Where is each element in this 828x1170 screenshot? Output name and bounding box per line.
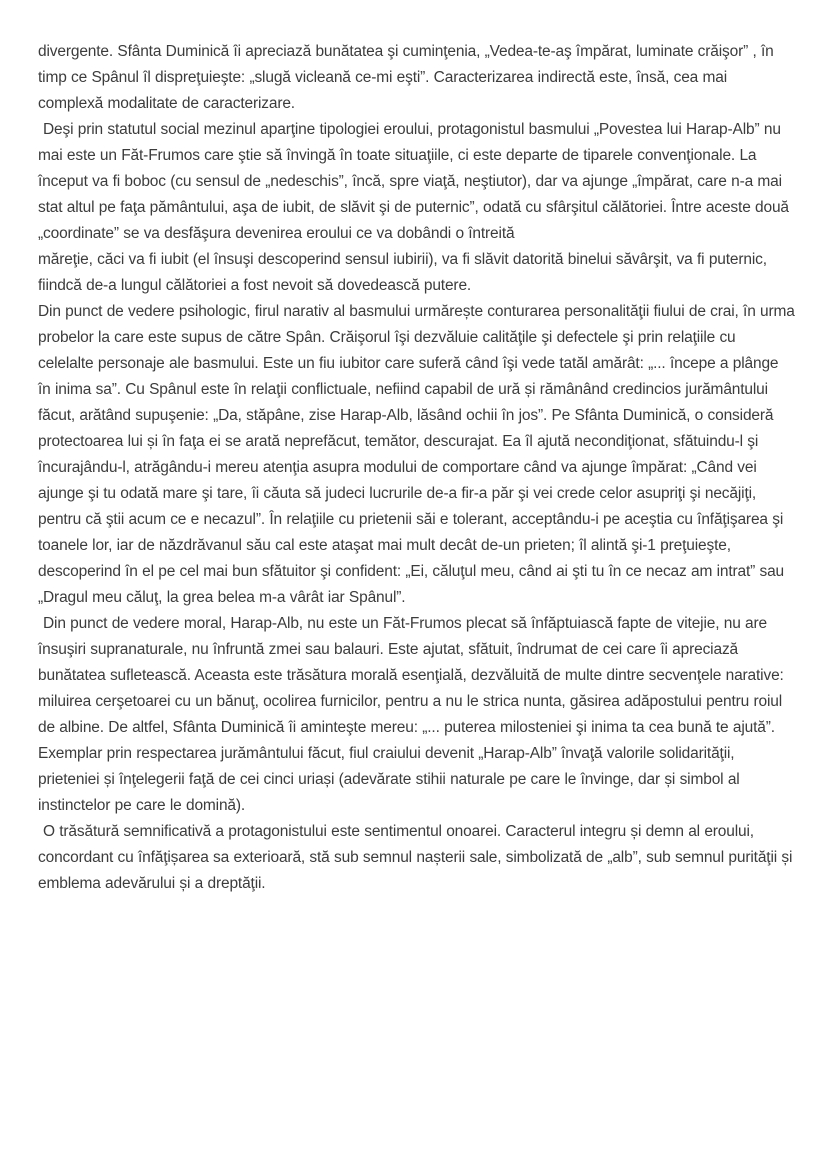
paragraph-threefold-greatness: măreţie, căci va fi iubit (el însuşi descoperind sensul iubirii), va fi slăvit datorită binelui săvârşit, va fi puternic, fiindcă de-a lungul călătoriei a fost nevoit să dovedească putere.	[38, 251, 767, 294]
paragraph-honor-trait: O trăsătură semnificativă a protagonistului este sentimentul onoarei. Caracterul integru și demn al eroului, concordant cu înfăţișarea sa exterioară, stă sub semnul nașterii sale, simbolizată de „alb”, sub semnul purităţii și emblema adevărului și a dreptăţii.	[38, 823, 793, 892]
paragraph-moral-view: Din punct de vedere moral, Harap-Alb, nu este un Făt-Frumos plecat să înfăptuiască fapte de vitejie, nu are însuşiri supranaturale, nu înfruntă zmei sau balauri. Este ajutat, sfătuit, îndrumat de cei care îi apreciază bunătatea sufletească. Aceasta este trăsătura morală esenţială, dezvăluită de multe dintre secvenţele narative: miluirea cerşetoarei cu un bănuţ, ocolirea furnicilor, pentru a nu le strica nunta, găsirea adăpostului pentru roiul de albine. De altfel, Sfânta Duminică îi aminteşte mereu: „... puterea milosteniei şi inima ta cea bună te ajută”. Exemplar prin respectarea jurământului făcut, fiul craiului devenit „Harap-Alb” învaţă valorile solidarităţii, prieteniei și înţelegerii faţă de cei cinci uriași (adevărate stihii naturale pe care le învinge, dar și simbol al instinctelor pe care le domină).	[38, 615, 784, 814]
paragraph-psychological-view: Din punct de vedere psihologic, firul narativ al basmului urmărește conturarea personalităţii fiului de crai, în urma probelor la care este supus de către Spân. Crăişorul îşi dezvăluie calităţile şi defectele şi prin relaţiile cu celelalte personaje ale basmului. Este un fiu iubitor care suferă când îşi vede tatăl amărât: „... începe a plânge în inima sa”. Cu Spânul este în relaţii conflictuale, nefiind capabil de ură și rămânând credincios jurământului făcut, arătând supuşenie: „Da, stăpâne, zise Harap-Alb, lăsând ochii în jos”. Pe Sfânta Duminică, o consideră protectoarea lui și în faţa ei se arată neprefăcut, temător, descurajat. Ea îl ajută necondiţionat, sfătuindu-l şi încurajându-l, atrăgându-i mereu atenţia asupra modului de comportare când va ajunge împărat: „Când vei ajunge şi tu odată mare şi tare, îi căuta să judeci lucrurile de-a fir-a păr şi vei crede celor asupriţi şi necăjiţi, pentru că ştii acum ce e necazul”. În relaţiile cu prietenii săi e tolerant, acceptându-i pe aceştia cu înfăţişarea şi toanele lor, iar de năzdrăvanul său cal este ataşat mai mult decât de-un prieten; îl alintă şi-1 preţuieşte, descoperind în el pe cel mai bun sfătuitor şi confident: „Ei, căluţul meu, când ai şti tu în ce necaz am intrat” sau „Dragul meu căluţ, la grea belea m-a vârât iar Spânul”.	[38, 303, 795, 606]
paragraph-hero-typology: Deşi prin statutul social mezinul aparţine tipologiei eroului, protagonistul basmului „Povestea lui Harap-Alb” nu mai este un Făt-Frumos care ştie să învingă în toate situaţiile, ci este departe de tiparele convenţionale. La început va fi boboc (cu sensul de „nedeschis”, încă, spre viaţă, neştiutor), dar va ajunge „împărat, care n-a mai stat altul pe faţa pământului, aşa de iubit, de slăvit şi de puternic”, odată cu sfârşitul călătoriei. Între aceste două „coordinate” se va desfăşura devenirea eroului ce va dobândi o întreită	[38, 121, 789, 242]
paragraph-characterization: divergente. Sfânta Duminică îi apreciază bunătatea şi cuminţenia, „Vedea-te-aş împărat, luminate crăişor” , în timp ce Spânul îl dispreţuieşte: „slugă vicleană ce-mi eşti”. Caracterizarea indirectă este, însă, cea mai complexă modalitate de caracterizare.	[38, 43, 774, 112]
